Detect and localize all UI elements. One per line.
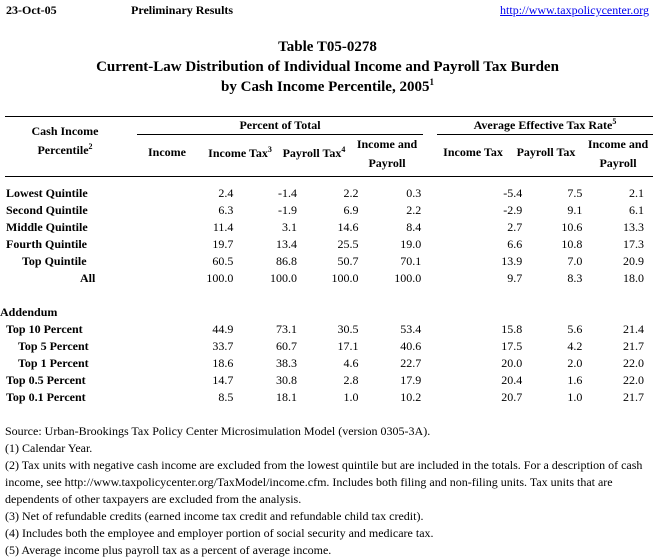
row-label: Fourth Quintile [6,237,88,251]
cell-value: 2.0 [567,356,583,370]
cell-value: 30.8 [275,373,297,387]
cell-value: 100.0 [206,271,234,285]
cell-value: 2.2 [406,203,422,217]
report-date: 23-Oct-05 [6,3,57,17]
top-bar [0,3,655,19]
cell-value: 5.6 [567,322,583,336]
table-title-line2: Current-Law Distribution of Individual Income and Payroll Tax Burden [96,59,559,75]
cell-value: 2.2 [343,186,359,200]
cell-value: 40.6 [400,339,422,353]
cell-value: 100.0 [331,271,359,285]
col-income-and-payroll: Income and Payroll [356,137,418,170]
col-income-tax: Income Tax$^3$ [208,145,272,160]
table-title-line3: by Cash Income Percentile, 2005$^1$ [221,77,434,95]
cell-value: 17.3 [623,237,644,251]
cell-value: 6.1 [629,203,644,217]
cell-value: 19.7 [212,237,234,251]
cell-value: 0.3 [406,186,422,200]
distribution-table [0,185,655,406]
cell-value: 9.1 [567,203,583,217]
cell-value: 10.2 [400,390,422,404]
cell-value: 20.7 [501,390,523,404]
cell-value: 13.9 [501,254,523,268]
cell-value: 100.0 [394,271,422,285]
cell-value: 10.8 [561,237,583,251]
cell-value: 73.1 [275,322,297,336]
cell-value: 3.1 [281,220,297,234]
cell-value: 20.9 [623,254,644,268]
cell-value: -2.9 [503,203,523,217]
cell-value: 38.3 [275,356,297,370]
cell-value: 21.4 [623,322,644,336]
cell-value: 2.7 [507,220,523,234]
cell-value: 14.6 [337,220,359,234]
cell-value: 1.6 [567,373,583,387]
cell-value: 53.4 [400,322,422,336]
cell-value: 60.7 [275,339,297,353]
cell-value: 9.7 [507,271,523,285]
quintile-row [0,253,655,270]
footnote-1-marker: 1 [429,77,434,87]
cell-value: 6.6 [507,237,523,251]
addendum-row [0,338,655,355]
cell-value: 22.7 [400,356,422,370]
header-bottom-rule [5,176,653,177]
cell-value: 21.7 [623,390,644,404]
cell-value: 2.8 [343,373,359,387]
footnote: (3) Net of refundable credits (earned income tax credit and refundable child tax credit). [5,509,424,523]
cell-value: 50.7 [337,254,359,268]
cell-value: 2.1 [629,186,644,200]
row-label: Top 5 Percent [18,339,89,353]
cell-value: 44.9 [212,322,234,336]
cell-value: 1.0 [343,390,359,404]
cell-value: 18.6 [212,356,234,370]
cell-value: 20.0 [501,356,523,370]
addendum-row [0,355,655,372]
cell-value: 100.0 [269,271,297,285]
cell-value: 15.8 [501,322,523,336]
cell-value: 4.6 [343,356,359,370]
row-label: Top Quintile [22,254,87,268]
col-rate-income-and-payroll: Income and Payroll [587,137,649,170]
cell-value: 7.0 [567,254,583,268]
cell-value: -1.4 [277,186,297,200]
col-income: Income [148,145,186,159]
quintile-row [0,185,655,202]
cell-value: -5.4 [503,186,523,200]
footnote: Source: Urban-Brookings Tax Policy Center Microsimulation Model (version 0305-3A). [5,424,431,438]
cell-value: 20.4 [501,373,523,387]
cell-value: 22.0 [623,356,644,370]
addendum-label: Addendum [0,305,58,319]
col-payroll-tax: Payroll Tax$^4$ [282,145,346,160]
row-label: Lowest Quintile [6,186,88,200]
group-percent-of-total: Percent of Total [239,118,321,132]
cell-value: 18.1 [275,390,297,404]
cell-value: 2.4 [218,186,234,200]
row-label: Middle Quintile [6,220,88,234]
row-label: Top 0.5 Percent [6,373,86,387]
row-label: All [80,271,96,285]
footnotes [5,423,653,559]
tpc-link[interactable]: http://www.taxpolicycenter.org [500,3,649,17]
row-label: Second Quintile [6,203,88,217]
cell-value: 4.2 [567,339,583,353]
cell-value: 11.4 [212,220,234,234]
group-average-effective-rate: Average Effective Tax Rate$^5$ [473,117,617,132]
cell-value: 33.7 [212,339,234,353]
col-rate-income-tax: Income Tax [443,145,503,159]
cell-value: 60.5 [212,254,234,268]
col-rate-payroll-tax: Payroll Tax [516,145,576,159]
cell-value: 30.5 [337,322,359,336]
footnote: (2) Tax units with negative cash income are excluded from the lowest quintile but are included in the totals. For a description of cash income, see http://www.taxpolicycenter.org/TaxModel/income.cfm. Includes both filing and non-filing units. Tax units that are dependents of other taxpayers are excluded from the analysis. [5,458,643,506]
cell-value: 86.8 [275,254,297,268]
table-title [0,37,655,97]
quintile-row [0,270,655,287]
cell-value: -1.9 [277,203,297,217]
col-label-header: Cash Income Percentile$^2$ [31,124,99,157]
addendum-row [0,389,655,406]
cell-value: 19.0 [400,237,422,251]
footnote: (4) Includes both the employee and employer portion of social security and medicare tax. [5,526,434,540]
row-label: Top 0.1 Percent [6,390,86,404]
row-label: Top 10 Percent [6,322,83,336]
addendum-row [0,321,655,338]
cell-value: 1.0 [567,390,583,404]
addendum-row [0,372,655,389]
cell-value: 8.4 [406,220,422,234]
cell-value: 25.5 [337,237,359,251]
footnote: (1) Calendar Year. [5,441,93,455]
cell-value: 6.9 [343,203,359,217]
cell-value: 13.3 [623,220,644,234]
cell-value: 7.5 [567,186,583,200]
cell-value: 8.5 [218,390,234,404]
table-number: Table T05-0278 [278,39,377,55]
quintile-row [0,202,655,219]
cell-value: 17.1 [337,339,359,353]
cell-value: 13.4 [275,237,297,251]
cell-value: 8.3 [567,271,583,285]
cell-value: 14.7 [212,373,234,387]
status-label: Preliminary Results [131,3,234,17]
row-label: Top 1 Percent [18,356,89,370]
cell-value: 70.1 [400,254,422,268]
cell-value: 6.3 [218,203,234,217]
cell-value: 22.0 [623,373,644,387]
quintile-row [0,219,655,236]
quintile-row [0,236,655,253]
footnote: (5) Average income plus payroll tax as a percent of average income. [5,543,332,557]
cell-value: 17.9 [400,373,422,387]
cell-value: 18.0 [623,271,644,285]
cell-value: 21.7 [623,339,644,353]
cell-value: 17.5 [501,339,523,353]
cell-value: 10.6 [561,220,583,234]
